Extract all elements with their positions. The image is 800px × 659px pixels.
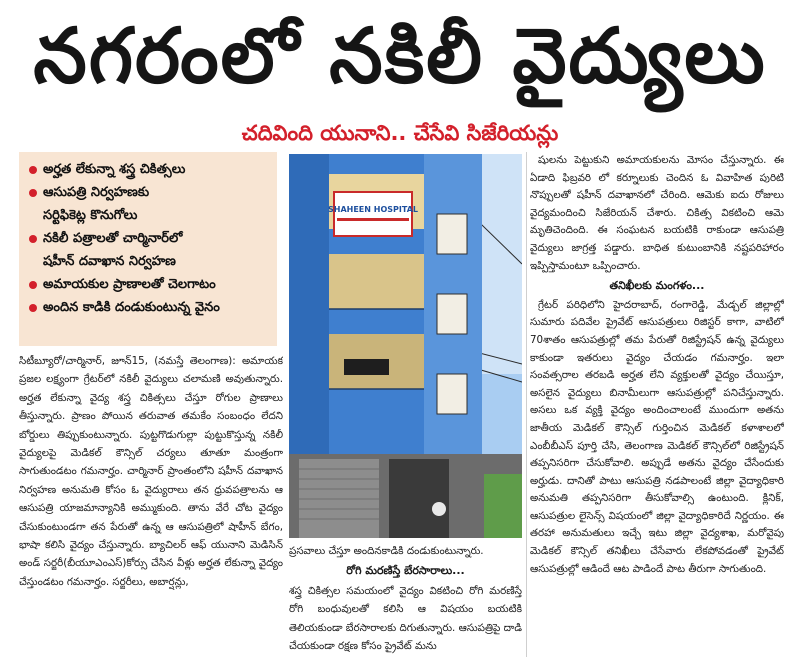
photo-caption: ప్రసవాలు చేస్తూ అందినకాడికి దండుకుంటున్నారు. [289, 545, 484, 557]
highlight-item-continuation: షహీన్ దవాఖాన నిర్వహణ [43, 254, 176, 269]
hospital-building-image [289, 154, 522, 538]
bullet-icon [29, 189, 37, 197]
hospital-sign-text: SHAHEEN HOSPITAL [328, 205, 418, 214]
highlights-box [19, 152, 277, 346]
bullet-icon [29, 235, 37, 243]
highlight-item: నకిలీ పత్రాలతో చార్మినార్‌లో [29, 227, 271, 250]
highlight-item: అందిన కాడికి దండుకుంటున్న వైనం [29, 296, 271, 319]
headline: నగరంలో నకిలీ వైద్యులు [33, 11, 767, 100]
highlight-item-continuation: సర్టిఫికెట్ల కొనుగోలు [43, 208, 138, 223]
bullet-icon [29, 166, 37, 174]
article-body-middle: శస్త్ర చికిత్సల సమయంలో వైద్యం వికటించి రోగి మరణిస్తే రోగి బంధువులతో కలిసి ఆ విషయం బయటికి తెలియకుండా బేరసారాలకు దిగుతున్నారు. ఆసుపత్రిపై దాడి చేయకుండా రక్షణ కోసం ప్రైవేట్ మను [289, 585, 522, 653]
paragraph: గ్రేటర్ పరిధిలోని హైదరాబాద్, రంగారెడ్డి, మేడ్చల్ జిల్లాల్లో సుమారు పదివేల ప్రైవేట్ ఆసుపత్రులు రిజిస్టర్ కాగా, వాటిలో 70శాతం ఆసుపత్రుల్లో తమ పేరుతో రిజిస్ట్రేషన్ ఉన్న వైద్యులు కాకుండా ఇతరులు వైద్యం చేయడం గమనార్హం. ఇలా సంవత్సరాల తరబడి అర్హత లేని వ్యక్తులతో వైద్యం చేయిస్తూ, అసలైన వైద్యులు బినామీలుగా ఆసుపత్రుల్లో పనిచేస్తున్నారు. అసలు ఒక వ్యక్తి వైద్యం అందించాలంటే ముందుగా అతను జాతీయ మెడికల్ కౌన్సిల్ గుర్తించిన మెడికల్ కళాశాలలో ఎంబీబీఎస్ పూర్తి చేసి, తెలంగాణ మెడికల్ కౌన్సిల్‌లో రిజిస్ట్రేషన్ తప్పనిసరిగా చేసుకోవాలి. అప్పుడే అతను వైద్యం చేసేందుకు అర్హుడు. దానితో పాటు ఆసుపత్రి నడపాలంటే జిల్లా వైద్యాధికారి అనుమతి తప్పనిసరిగా తీసుకోవాల్సి ఉంటుంది. క్లినిక్, ఆసుపత్రుల లైసెన్స్ విషయంలో జిల్లా వైద్యాధికారిదే నిర్ణయం. ఈ తరహా అనుమతులు ఇచ్చే ఇటు జిల్లా వైద్యశాఖ, మరోవైపు మెడికల్ కౌన్సిల్ తనిఖీలు చేసేవారు లేకపోవడంతో ప్రైవేట్ ఆసుపత్రుల్లో ఆడిందే ఆట పాడిందే పాట తీరుగా సాగుతుంది. [530, 298, 784, 575]
hospital-photo [289, 154, 522, 538]
article-body-right [530, 152, 784, 652]
column-divider [526, 152, 527, 657]
paragraph: షులను పెట్టుకుని అమాయకులను మోసం చేస్తున్నారు. ఈ ఏడాది ఫిబ్రవరి లో కర్నూలుకు చెందిన ఓ వివాహిత పురిటి నొప్పులతో షహీన్ దవాఖానలో చేరింది. ఆమెకు ఐదు రోజులు వైద్యమందించి సిజేరియన్ చేశారు. చికిత్స వికటించి ఆమె మృతిచెందింది. ఈ సంఘటన బయటికి రాకుండా ఆసుపత్రి వైద్యులు జాగ్రత్త పడ్డారు. బాధిత కుటుంబానికి నష్టపరిహారం ఇప్పిస్తామంటూ ఒప్పించారు. [530, 154, 784, 272]
section-title-bargaining: రోగి మరణిస్తే బేరసారాలు... [346, 564, 465, 577]
highlight-item: ఆసుపత్రి నిర్వహణకు [29, 181, 271, 204]
section-title-inspections: తనిఖీలకు మంగళం... [609, 279, 705, 293]
highlight-item: అమాయకుల ప్రాణాలతో చెలగాటం [29, 273, 271, 296]
bullet-icon [29, 304, 37, 312]
article-body-left: సిటీబ్యూరో/చార్మినార్, జూన్15, (నమస్తే తెలంగాణ): అమాయక ప్రజల లక్ష్యంగా గ్రేటర్‌లో నకిలీ వైద్యులు చలామణి అవుతున్నారు. అర్హత లేకున్నా వైద్య శస్త్ర చికిత్సలు చేస్తూ రోగుల ప్రాణాలు తీస్తున్నారు. ప్రాణం పోయిన తరువాత తమకేం సంబంధం లేదని బోర్డులు తిప్పుకుంటున్నారు. పుట్టగొడుగుల్లా పుట్టుకొస్తున్న నకిలీ వైద్యులపై మెడికల్ కౌన్సిల్ చర్యలు తూతూ మంత్రంగా సాగుతుండటం గమనార్హం. చార్మినార్ ప్రాంతంలోని షహీన్ దవాఖాన నిర్వహణ అనుమతి కోసం ఓ వైద్యురాలు తన ధ్రువపత్రాలను ఆ ఆసుపత్రి యాజమాన్యానికి అమ్ముకుంది. తాను వేరే చోట వైద్యం చేసుకుంటుండగా తన పేరుతో ఉన్న ఆ ఆసుపత్రిలో షాహీన్ బేగం, భాషా కలిసి వైద్యం చేస్తున్నారు. బ్యాచిలర్ ఆఫ్ యునాని మెడిసిన్ అండ్ సర్జరీ(బీయూఎంఎస్)కోర్సు చేసిన వీళ్లు అర్హత లేకున్నా వైద్యం చేస్తుండటం గమనార్హం. సర్జరీలు, అబార్షన్లు, [19, 355, 283, 588]
bullet-icon [29, 281, 37, 289]
highlight-item: అర్హత లేకున్నా శస్త్ర చికిత్సలు [29, 158, 271, 181]
subheadline: చదివింది యునాని.. చేసేవి సిజేరియన్లు [241, 121, 559, 145]
